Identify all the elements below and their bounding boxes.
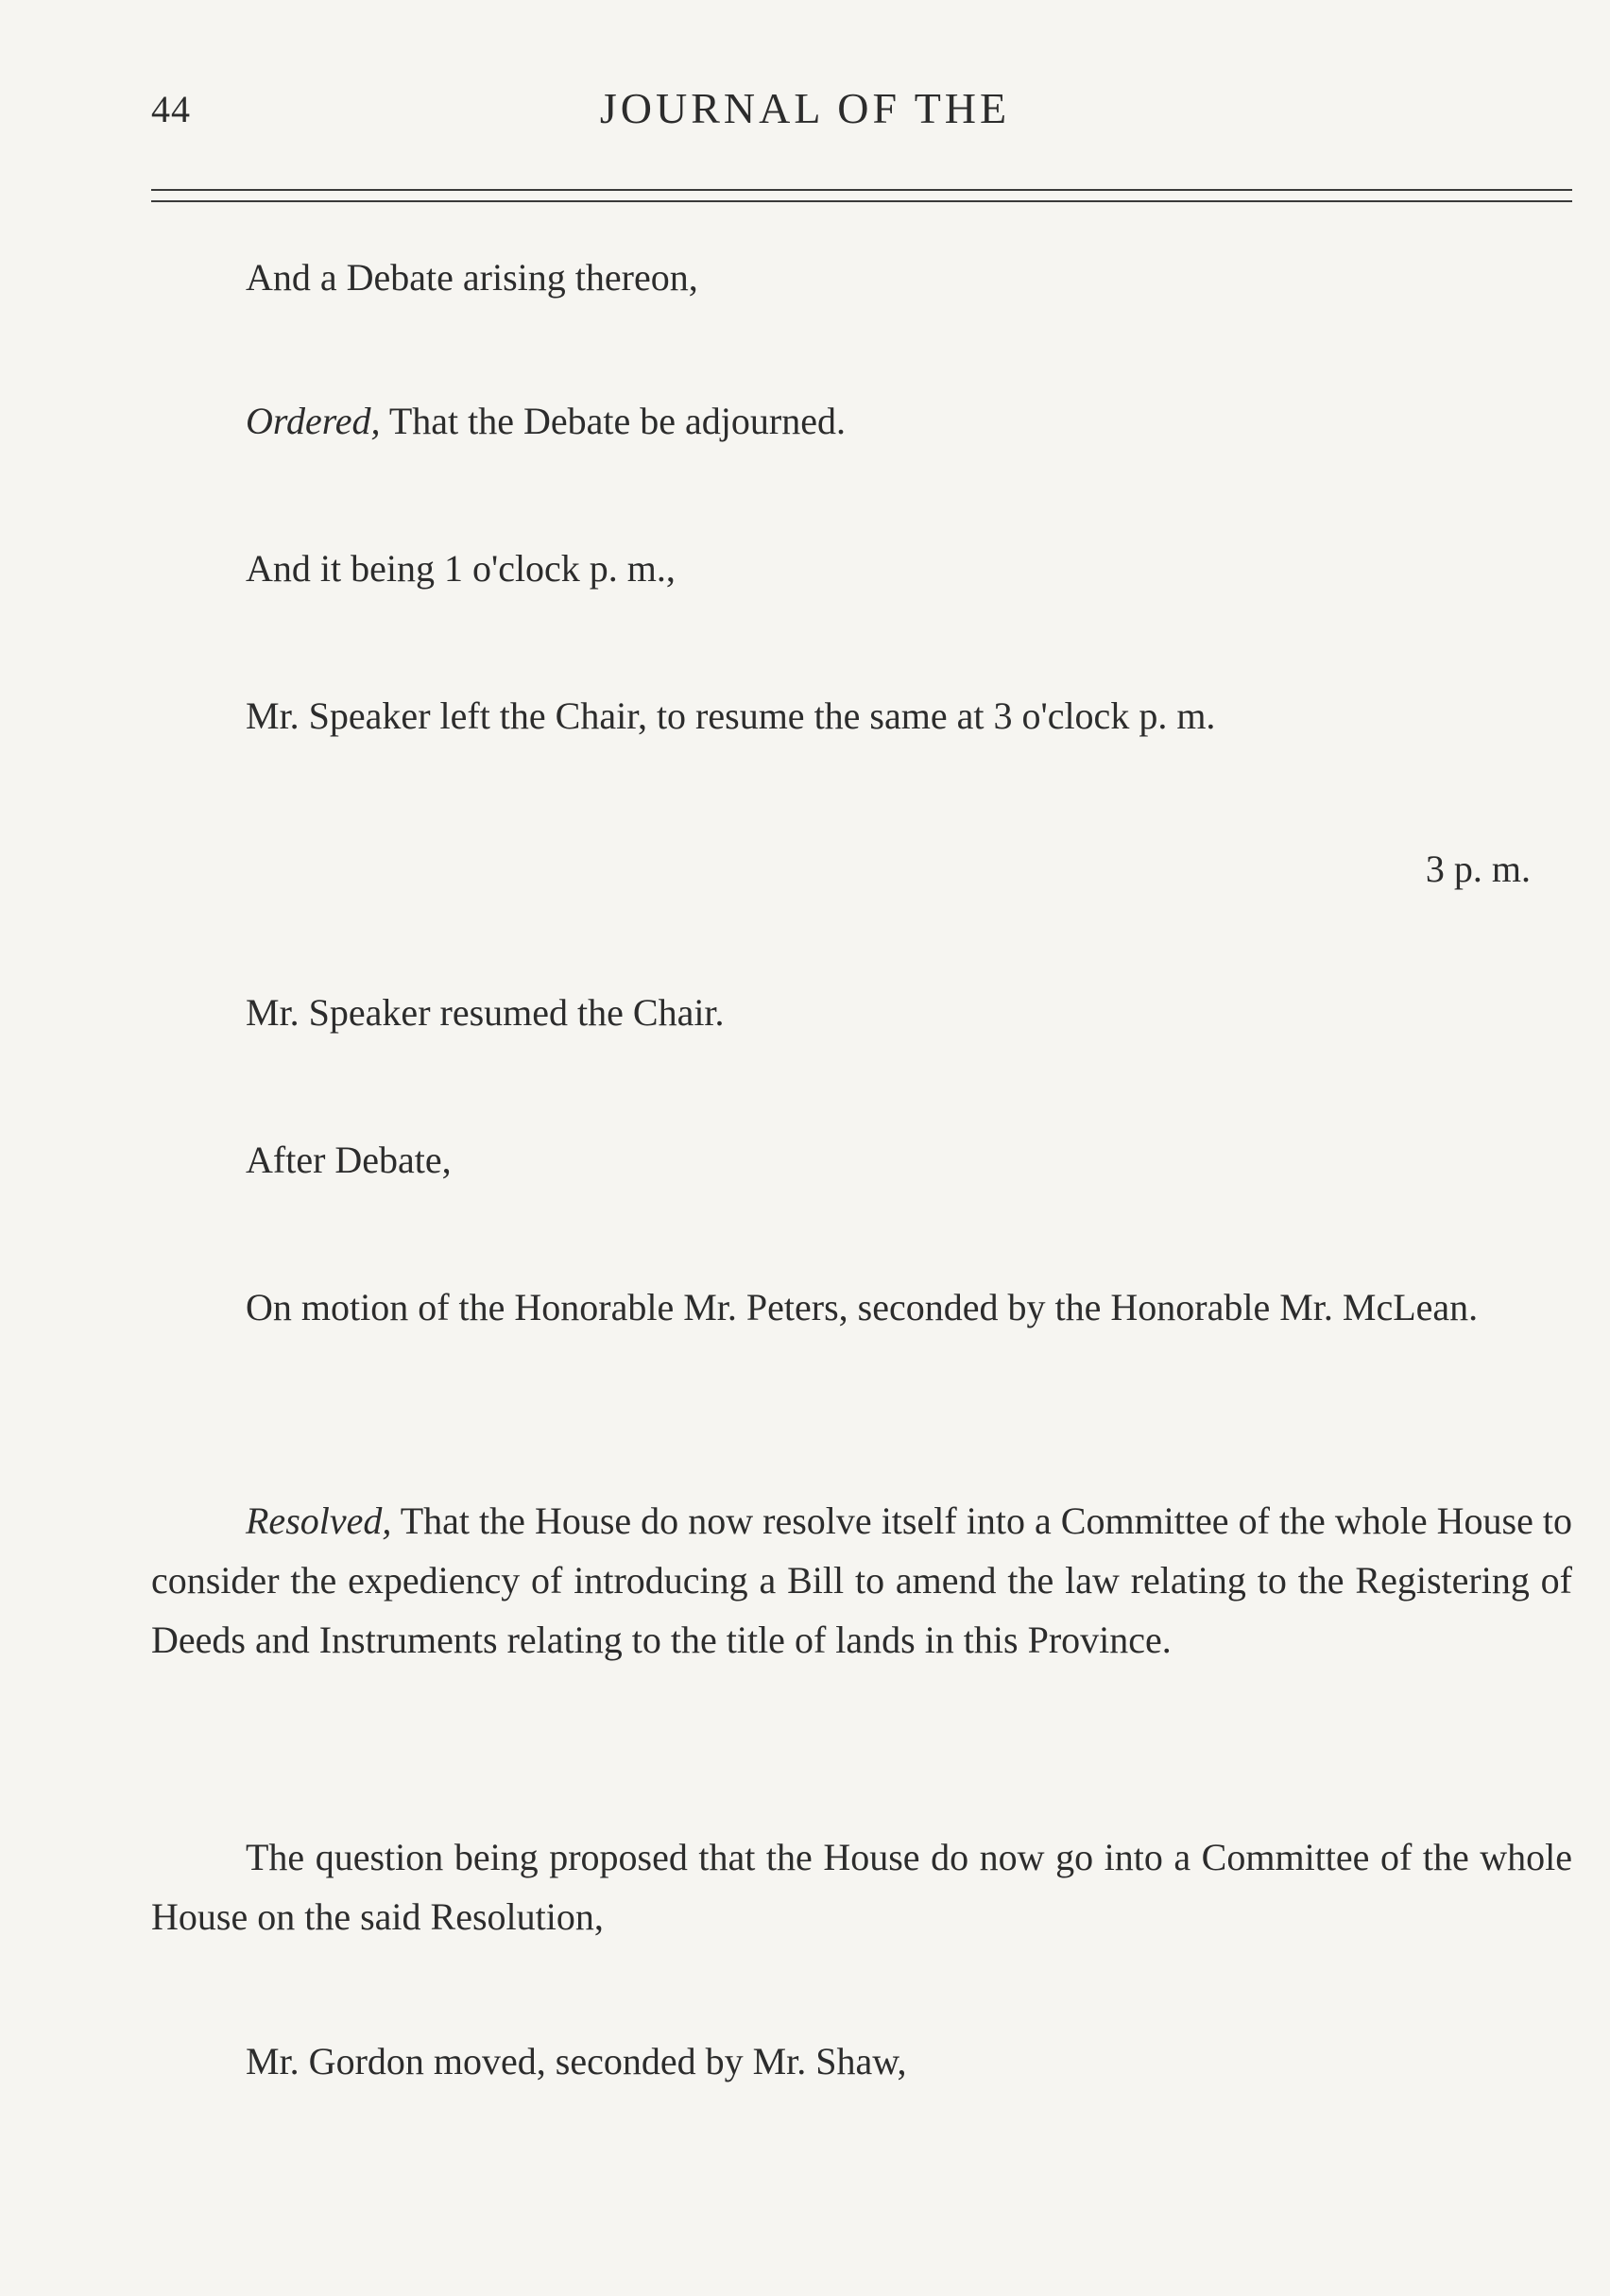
paragraph-text: The question being proposed that the House do now go into a Committee of the whole House on the said Resolution,: [151, 1836, 1572, 1938]
resolved-label: Resolved,: [246, 1499, 392, 1542]
paragraph-text: Mr. Gordon moved, seconded by Mr. Shaw,: [246, 2040, 907, 2082]
paragraph-resolved: [151, 1491, 1572, 1670]
paragraph-text: That the Debate be adjourned.: [380, 400, 846, 442]
paragraph-text: On motion of the Honorable Mr. Peters, seconded by the Honorable Mr. McLean.: [246, 1286, 1479, 1328]
paragraph-speaker-resumed: [151, 983, 1572, 1042]
paragraph-text: And a Debate arising thereon,: [246, 256, 698, 299]
ordered-label: Ordered,: [246, 400, 381, 442]
paragraph-question-proposed: [151, 1827, 1572, 1946]
paragraph-text: Mr. Speaker left the Chair, to resume the same at 3 o'clock p. m.: [246, 694, 1216, 737]
paragraph-speaker-left: [151, 686, 1572, 745]
header-rule-bottom: [151, 200, 1572, 202]
running-head: JOURNAL OF THE: [599, 84, 1011, 132]
paragraph-text: That the House do now resolve itself into a Committee of the whole House to consider the expediency of introducing a Bill to amend the law relating to the Registering of Deeds and Instruments relating to the title of lands in this Province.: [151, 1499, 1572, 1661]
paragraph-text: And it being 1 o'clock p. m.,: [246, 547, 676, 590]
time-marker: 3 p. m.: [1425, 848, 1531, 890]
header-rule-top: [151, 189, 1572, 191]
paragraph-ordered: [151, 391, 1572, 451]
paragraph-motion: [151, 1277, 1572, 1337]
paragraph-debate-arising: [151, 248, 1572, 307]
paragraph-text: After Debate,: [246, 1139, 452, 1181]
paragraph-text: Mr. Speaker resumed the Chair.: [246, 991, 725, 1034]
paragraph-after-debate: [151, 1130, 1572, 1190]
paragraph-gordon-moved: [151, 2031, 1572, 2091]
page-number: 44: [151, 88, 191, 130]
paragraph-one-oclock: [151, 539, 1572, 598]
